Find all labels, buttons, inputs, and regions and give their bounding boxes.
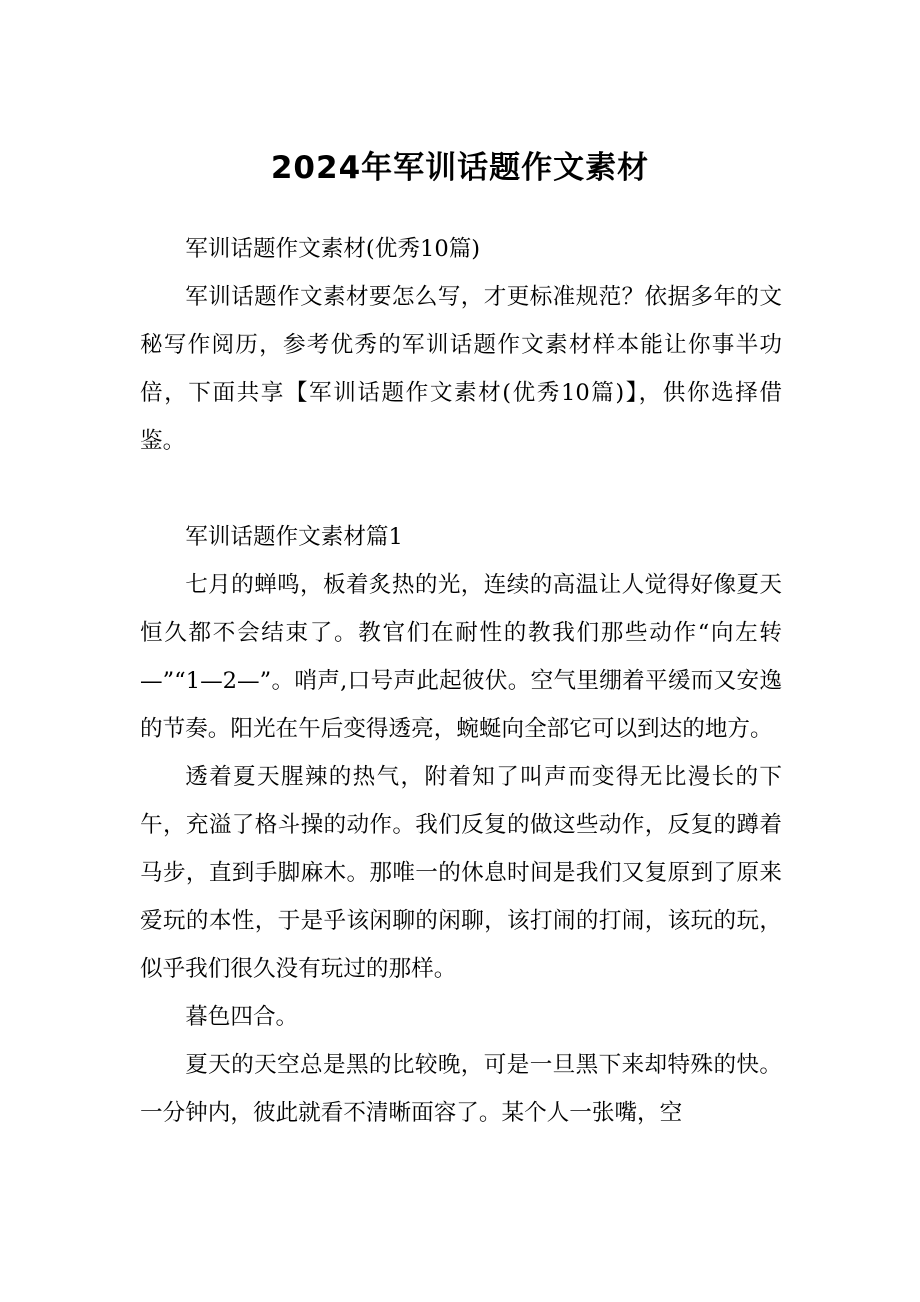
intro-paragraph: 军训话题作文素材要怎么写，才更标准规范？依据多年的文秘写作阅历，参考优秀的军训话题作文素材样本能让你事半功倍，下面共享【军训话题作文素材(优秀10篇)】，供你选择借鉴。	[140, 284, 782, 454]
section-heading: 军训话题作文素材篇1	[185, 524, 403, 550]
body-paragraph: 透着夏天腥辣的热气，附着知了叫声而变得无比漫长的下午，充溢了格斗操的动作。我们反复的做这些动作，反复的蹲着马步，直到手脚麻木。那唯一的休息时间是我们又复原到了原来爱玩的本性，于是乎该闲聊的闲聊，该打闹的打闹，该玩的玩，似乎我们很久没有玩过的那样。	[140, 764, 782, 982]
body-paragraph: 暮色四合。	[185, 1004, 299, 1030]
body-paragraph: 七月的蝉鸣，板着炙热的光，连续的高温让人觉得好像夏天恒久都不会结束了。教官们在耐性的教我们那些动作“向左转—”“1—2—”。哨声,口号声此起彼伏。空气里绷着平缓而又安逸的节奏。阳光在午后变得透亮，蜿蜒向全部它可以到达的地方。	[140, 572, 782, 742]
body-paragraph: 夏天的天空总是黑的比较晚，可是一旦黑下来却特殊的快。一分钟内，彼此就看不清晰面容了。某个人一张嘴，空	[140, 1052, 782, 1126]
blank-line	[140, 465, 782, 513]
intro-heading: 军训话题作文素材(优秀10篇)	[185, 236, 481, 262]
document-body	[140, 225, 782, 1137]
document-title: 2024年军训话题作文素材	[270, 150, 650, 186]
